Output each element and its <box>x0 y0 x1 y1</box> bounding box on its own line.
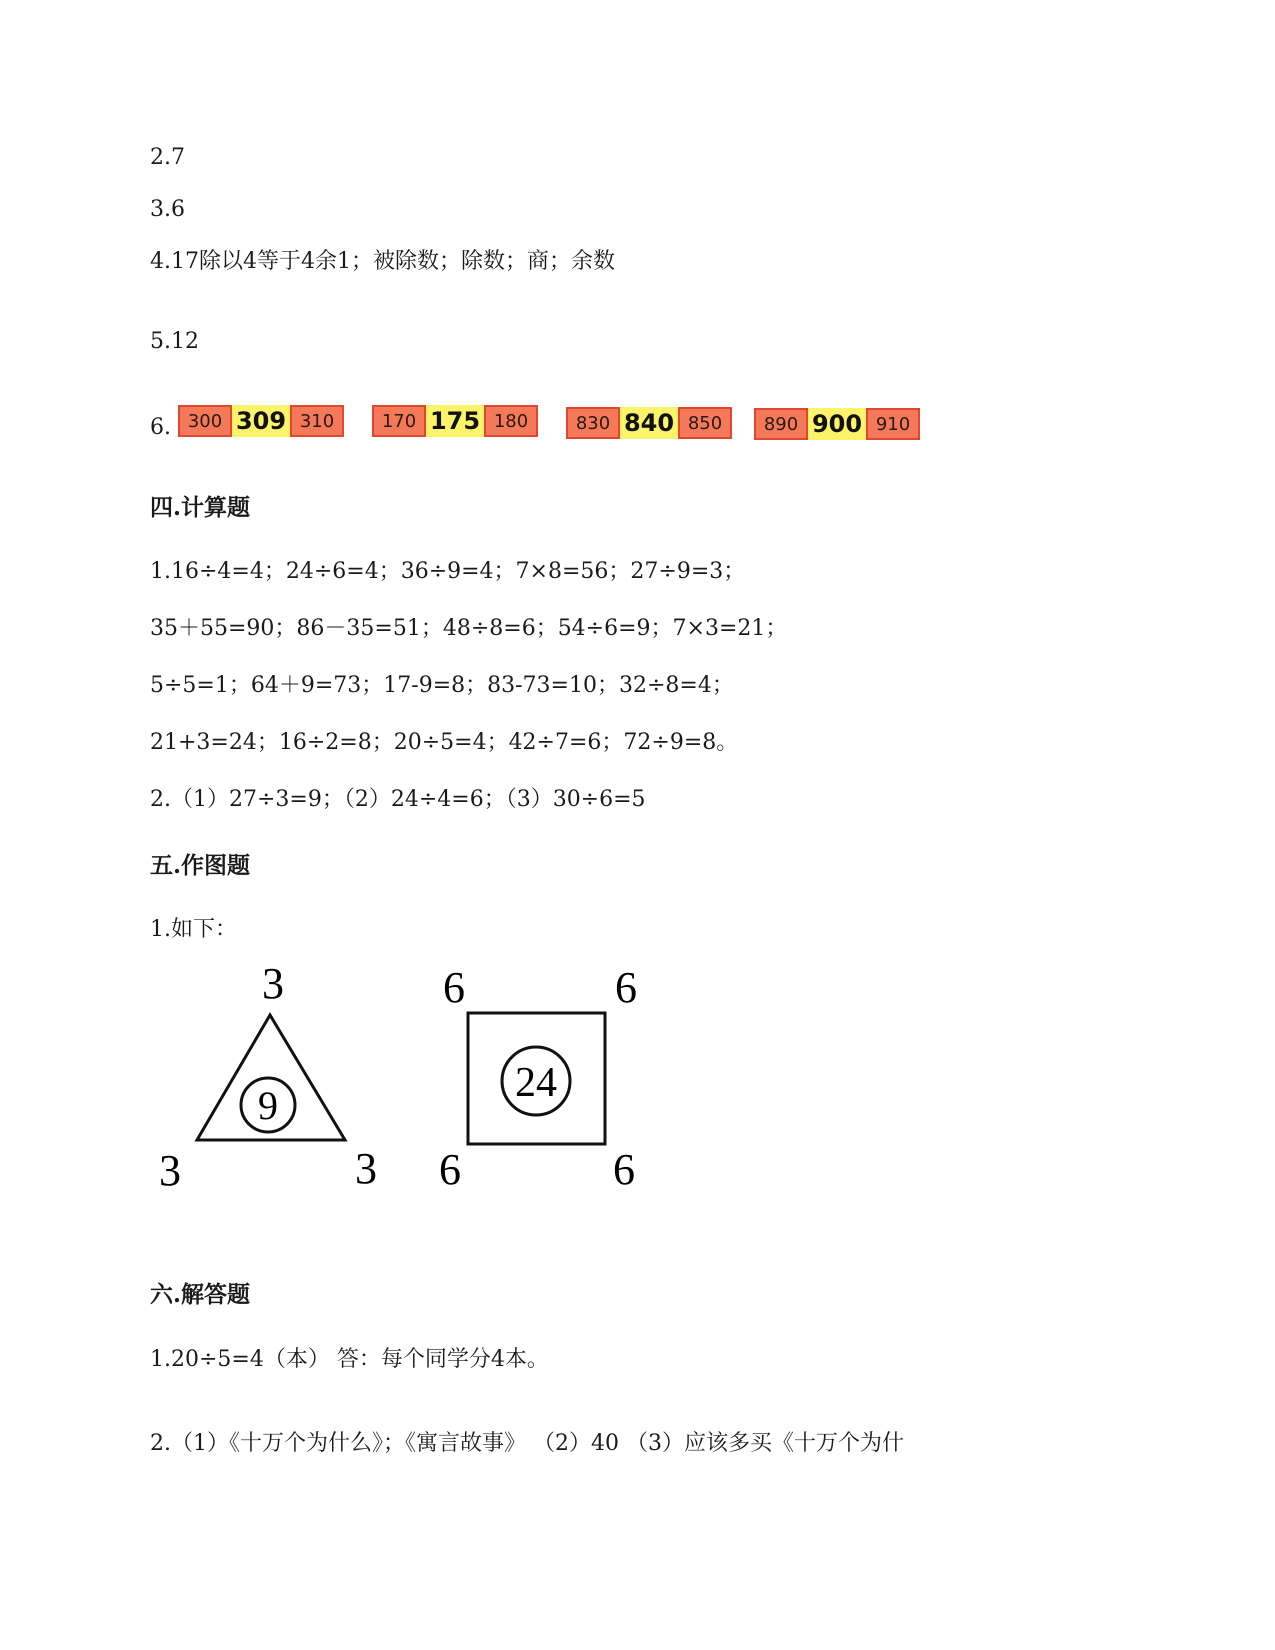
number-left: 830 <box>566 407 620 439</box>
section-4-line-5: 2.（1）27÷3=9；（2）24÷4=6；（3）30÷6=5 <box>150 787 646 812</box>
number-group-2 <box>372 405 538 437</box>
section-4-title: 四.计算题 <box>150 494 251 521</box>
square-center-number: 24 <box>515 1060 557 1106</box>
number-middle: 900 <box>808 408 866 440</box>
number-group-4 <box>754 408 920 440</box>
answer-5: 5.12 <box>150 329 199 354</box>
square-bottom-right-number: 6 <box>613 1145 635 1194</box>
section-4-line-2: 35＋55=90；86－35=51；48÷8=6；54÷6=9；7×3=21； <box>150 616 788 641</box>
square-top-right-number: 6 <box>615 963 637 1012</box>
section-6-answer-2: 2.（1）《十万个为什么》；《寓言故事》 （2）40 （3）应该多买《十万个为什 <box>150 1431 904 1456</box>
number-left: 300 <box>178 405 232 437</box>
number-right: 180 <box>484 405 538 437</box>
triangle-top-number: 3 <box>262 960 284 1008</box>
answer-4: 4.17除以4等于4余1；被除数；除数；商；余数 <box>150 249 615 274</box>
triangle-figure <box>150 960 390 1200</box>
section-4-line-3: 5÷5=1；64＋9=73；17-9=8；83-73=10；32÷8=4； <box>150 673 734 698</box>
section-4-line-1: 1.16÷4=4；24÷6=4；36÷9=4；7×8=56；27÷9=3； <box>150 559 746 584</box>
square-top-left-number: 6 <box>443 963 465 1012</box>
answer-2: 2.7 <box>150 145 185 170</box>
square-bottom-left-number: 6 <box>439 1145 461 1194</box>
answer-6-label: 6. <box>150 415 171 440</box>
section-5-title: 五.作图题 <box>150 852 251 879</box>
section-6-answer-1: 1.20÷5=4（本） 答：每个同学分4本。 <box>150 1347 549 1372</box>
square-figure <box>420 960 660 1200</box>
number-middle: 840 <box>620 407 678 439</box>
number-group-3 <box>566 407 732 439</box>
number-group-1 <box>178 405 344 437</box>
number-middle: 309 <box>232 405 290 437</box>
number-right: 910 <box>866 408 920 440</box>
section-6-title: 六.解答题 <box>150 1281 251 1308</box>
section-5-line-1: 1.如下： <box>150 917 237 942</box>
number-right: 310 <box>290 405 344 437</box>
number-left: 890 <box>754 408 808 440</box>
triangle-center-number: 9 <box>258 1083 278 1128</box>
section-4-line-4: 21+3=24；16÷2=8；20÷5=4；42÷7=6；72÷9=8。 <box>150 730 739 755</box>
answer-3: 3.6 <box>150 197 185 222</box>
triangle-bottom-right-number: 3 <box>355 1144 377 1193</box>
number-right: 850 <box>678 407 732 439</box>
number-left: 170 <box>372 405 426 437</box>
triangle-bottom-left-number: 3 <box>159 1146 181 1195</box>
number-middle: 175 <box>426 405 484 437</box>
